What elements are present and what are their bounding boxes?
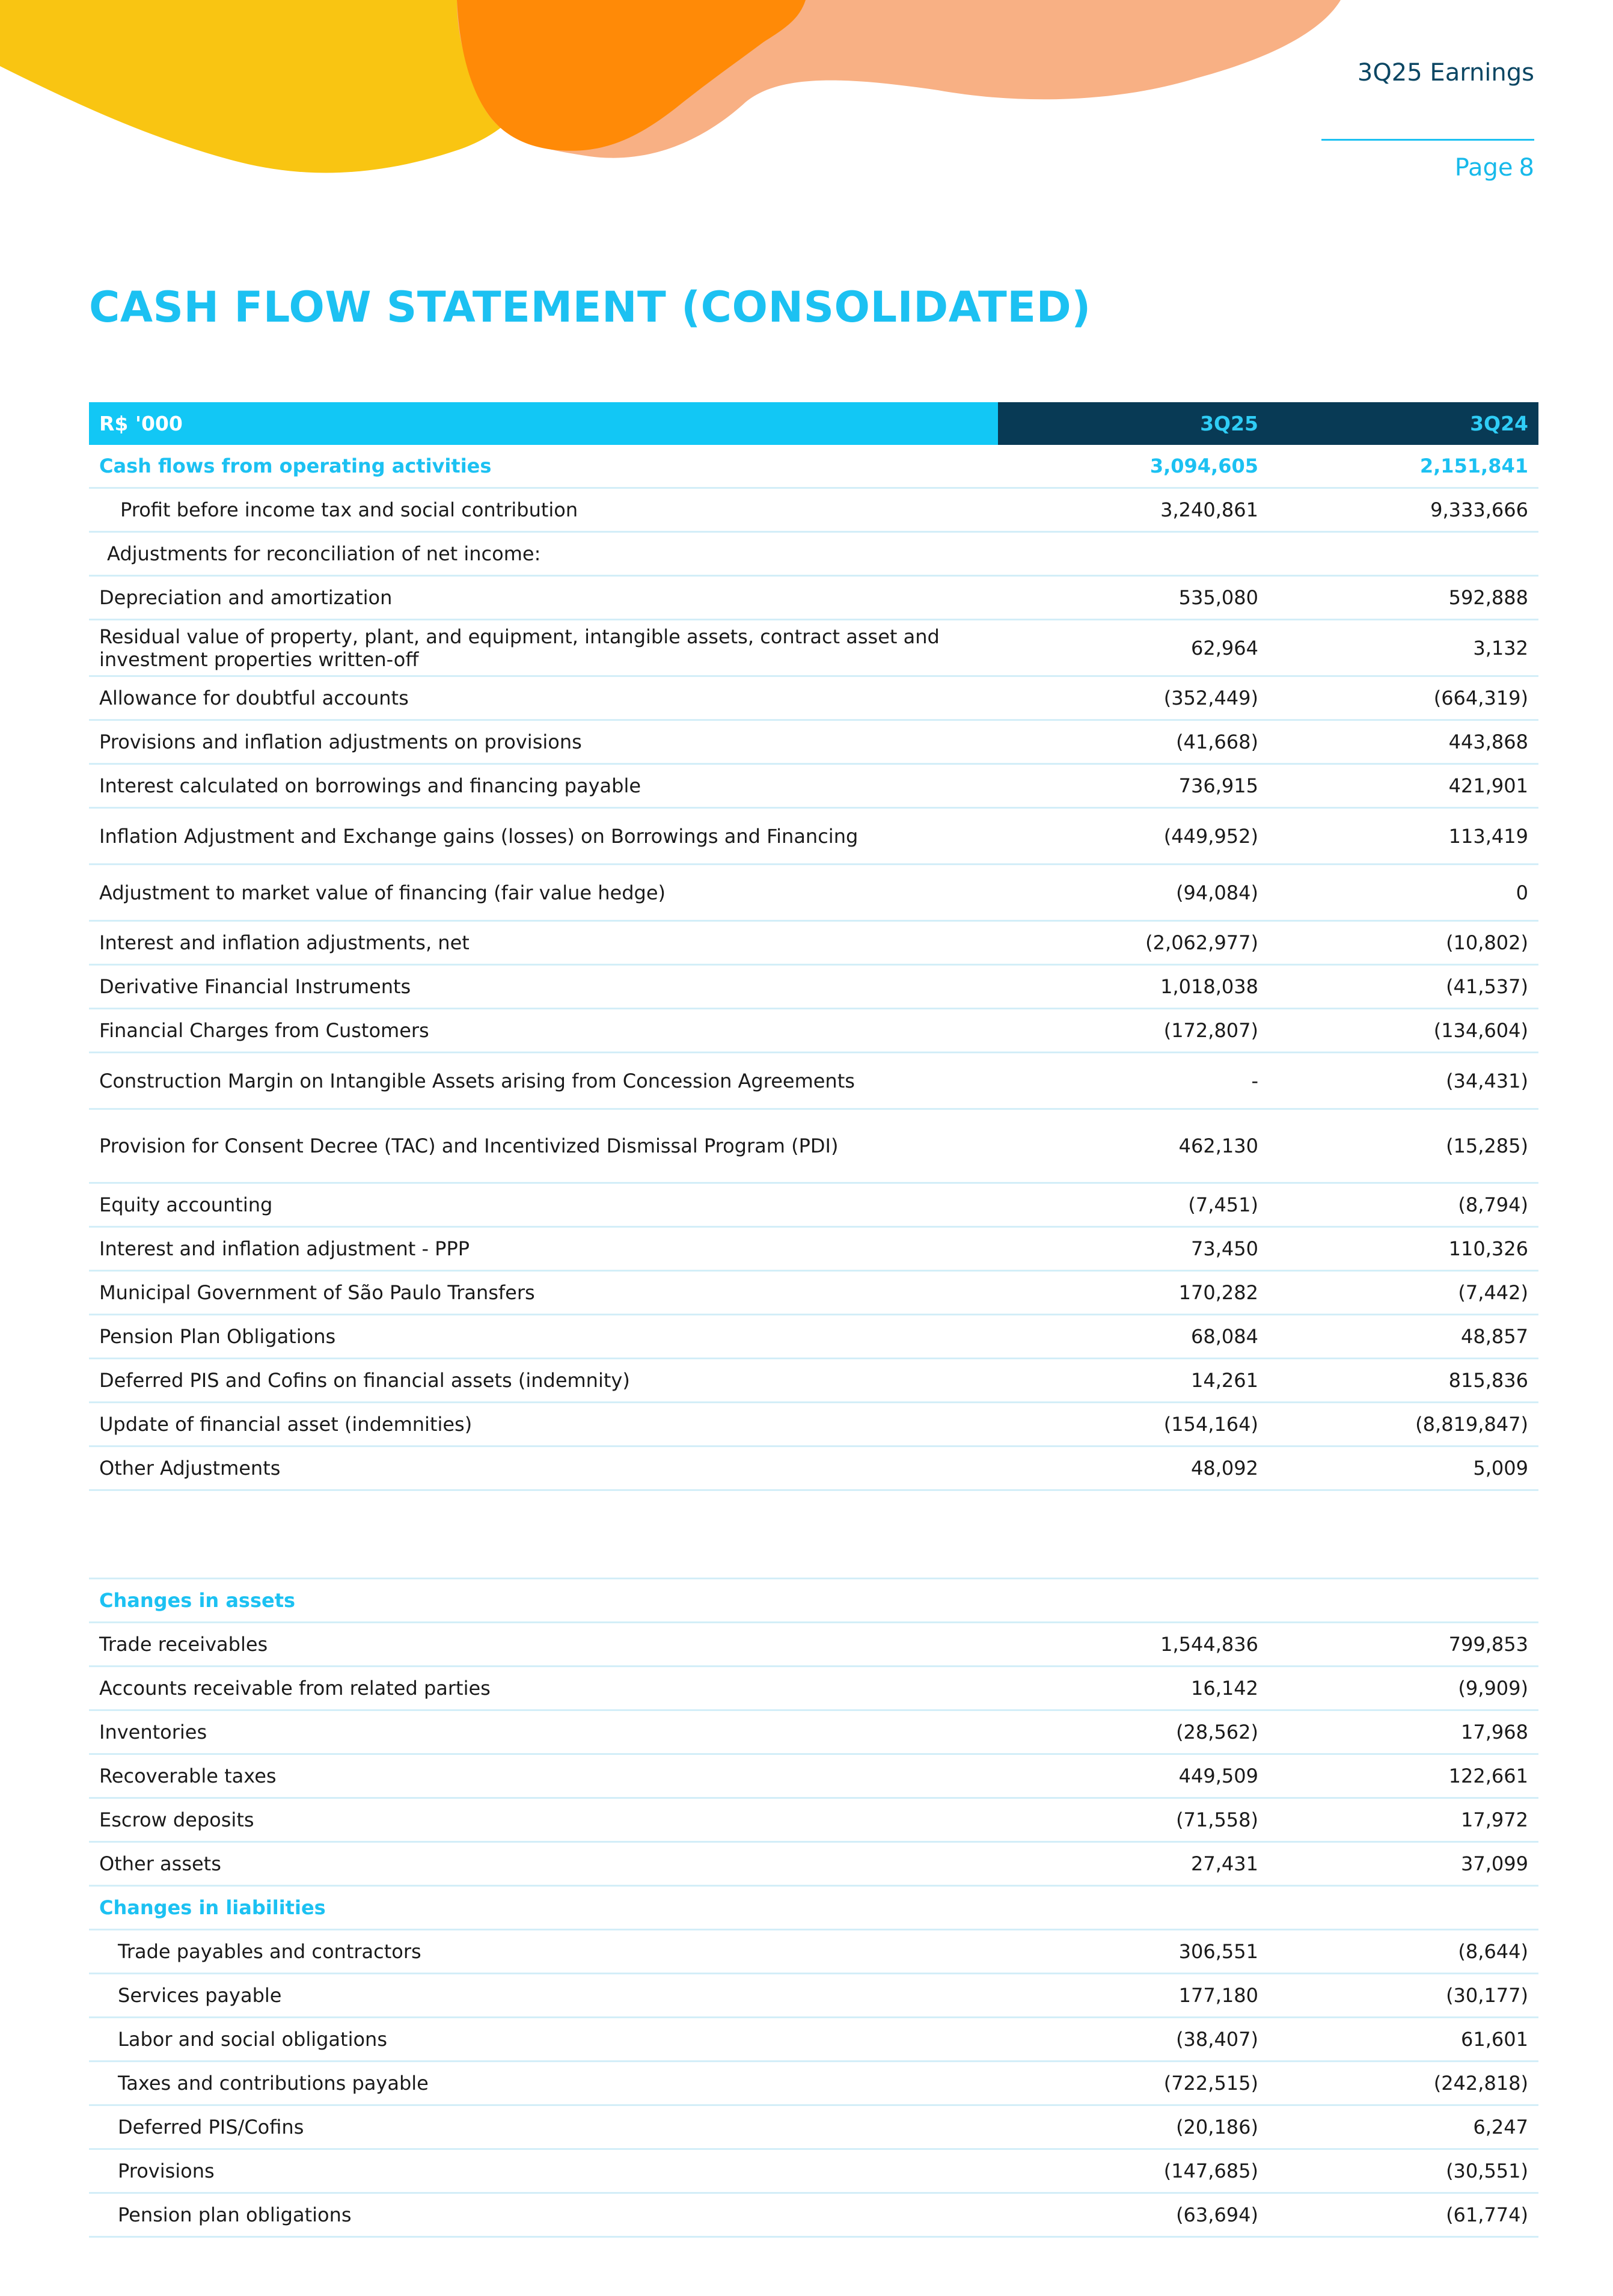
row-value-3q24: 9,333,666 xyxy=(1269,488,1538,532)
row-label: Provisions xyxy=(89,2149,998,2193)
row-value-3q25: - xyxy=(998,1053,1269,1109)
header-unit: R$ '000 xyxy=(89,402,998,445)
table-row xyxy=(89,1490,1538,1579)
row-value-3q25 xyxy=(998,532,1269,576)
row-value-3q25: (71,558) xyxy=(998,1798,1269,1842)
table-row xyxy=(89,1183,1538,1227)
row-value-3q25: (7,451) xyxy=(998,1183,1269,1227)
table-row xyxy=(89,808,1538,865)
row-label: Derivative Financial Instruments xyxy=(89,965,998,1009)
row-value-3q25: (41,668) xyxy=(998,720,1269,764)
row-label: Accounts receivable from related parties xyxy=(89,1667,998,1710)
row-label: Trade payables and contractors xyxy=(89,1930,998,1974)
page-number: 8 xyxy=(1519,154,1534,182)
row-label: Changes in liabilities xyxy=(89,1886,998,1930)
row-label: Construction Margin on Intangible Assets arising from Concession Agreements xyxy=(89,1053,998,1109)
table-row xyxy=(89,1667,1538,1710)
row-label: Profit before income tax and social contribution xyxy=(89,488,998,532)
table-row xyxy=(89,2105,1538,2149)
row-value-3q24: 37,099 xyxy=(1269,1842,1538,1886)
table-row xyxy=(89,965,1538,1009)
page-title: CASH FLOW STATEMENT (CONSOLIDATED) xyxy=(89,283,1091,332)
row-value-3q25: 462,130 xyxy=(998,1109,1269,1183)
row-value-3q24: 592,888 xyxy=(1269,576,1538,620)
row-label: Changes in assets xyxy=(89,1579,998,1623)
row-label: Adjustment to market value of financing (fair value hedge) xyxy=(89,865,998,921)
row-label: Inflation Adjustment and Exchange gains (losses) on Borrowings and Financing xyxy=(89,808,998,865)
section-row xyxy=(89,1579,1538,1623)
table-row xyxy=(89,1930,1538,1974)
row-value-3q24: 815,836 xyxy=(1269,1359,1538,1403)
row-value-3q24: (8,794) xyxy=(1269,1183,1538,1227)
row-value-3q25: 3,240,861 xyxy=(998,488,1269,532)
row-value-3q24: 0 xyxy=(1269,865,1538,921)
row-value-3q24 xyxy=(1269,1579,1538,1623)
table-row xyxy=(89,764,1538,808)
row-label: Other Adjustments xyxy=(89,1446,998,1490)
row-value-3q24: 48,857 xyxy=(1269,1315,1538,1359)
table-row xyxy=(89,1109,1538,1183)
row-value-3q24: (10,802) xyxy=(1269,921,1538,965)
row-value-3q25: 16,142 xyxy=(998,1667,1269,1710)
table-row xyxy=(89,1710,1538,1754)
row-value-3q24 xyxy=(1269,532,1538,576)
table-body xyxy=(89,445,1538,2237)
table-row xyxy=(89,576,1538,620)
row-label: Update of financial asset (indemnities) xyxy=(89,1403,998,1446)
row-label: Interest and inflation adjustment - PPP xyxy=(89,1227,998,1271)
table-row xyxy=(89,1798,1538,1842)
row-value-3q24: (242,818) xyxy=(1269,2062,1538,2105)
row-value-3q24: 3,132 xyxy=(1269,620,1538,676)
table-row xyxy=(89,1403,1538,1446)
row-label: Residual value of property, plant, and equipment, intangible assets, contract asset and investment properties written-off xyxy=(89,620,998,676)
row-label: Adjustments for reconciliation of net income: xyxy=(89,532,998,576)
row-value-3q24: (664,319) xyxy=(1269,676,1538,720)
table-row xyxy=(89,2149,1538,2193)
row-value-3q25: 48,092 xyxy=(998,1446,1269,1490)
row-label: Deferred PIS/Cofins xyxy=(89,2105,998,2149)
row-value-3q25: (172,807) xyxy=(998,1009,1269,1053)
row-value-3q24: 2,151,841 xyxy=(1269,445,1538,488)
row-value-3q24: (34,431) xyxy=(1269,1053,1538,1109)
row-value-3q24: (8,644) xyxy=(1269,1930,1538,1974)
row-value-3q25: 27,431 xyxy=(998,1842,1269,1886)
row-label: Pension plan obligations xyxy=(89,2193,998,2237)
table-row xyxy=(89,720,1538,764)
row-label: Depreciation and amortization xyxy=(89,576,998,620)
table-row xyxy=(89,488,1538,532)
row-value-3q24: 5,009 xyxy=(1269,1446,1538,1490)
row-label: Inventories xyxy=(89,1710,998,1754)
row-label: Escrow deposits xyxy=(89,1798,998,1842)
row-label: Cash flows from operating activities xyxy=(89,445,998,488)
row-value-3q25: (20,186) xyxy=(998,2105,1269,2149)
row-value-3q25: 177,180 xyxy=(998,1974,1269,2018)
row-value-3q24: 113,419 xyxy=(1269,808,1538,865)
row-value-3q25: 14,261 xyxy=(998,1359,1269,1403)
table-row xyxy=(89,865,1538,921)
row-value-3q25: (2,062,977) xyxy=(998,921,1269,965)
table-row xyxy=(89,2193,1538,2237)
row-label: Interest calculated on borrowings and financing payable xyxy=(89,764,998,808)
header-decoration xyxy=(0,0,1613,180)
row-value-3q24: (8,819,847) xyxy=(1269,1403,1538,1446)
table-row xyxy=(89,532,1538,576)
row-value-3q25: (38,407) xyxy=(998,2018,1269,2062)
row-value-3q24: (134,604) xyxy=(1269,1009,1538,1053)
row-value-3q25: 306,551 xyxy=(998,1930,1269,1974)
row-value-3q24: 17,968 xyxy=(1269,1710,1538,1754)
table-row xyxy=(89,1754,1538,1798)
table-row xyxy=(89,1623,1538,1667)
row-value-3q25: 736,915 xyxy=(998,764,1269,808)
doc-title: 3Q25 Earnings xyxy=(1357,59,1534,87)
row-value-3q25: 170,282 xyxy=(998,1271,1269,1315)
row-value-3q25: (154,164) xyxy=(998,1403,1269,1446)
row-label: Labor and social obligations xyxy=(89,2018,998,2062)
row-value-3q24: 122,661 xyxy=(1269,1754,1538,1798)
row-value-3q25: 73,450 xyxy=(998,1227,1269,1271)
table-row xyxy=(89,2018,1538,2062)
table-row xyxy=(89,1009,1538,1053)
row-value-3q25 xyxy=(998,1579,1269,1623)
row-value-3q25 xyxy=(998,1886,1269,1930)
row-value-3q25: (147,685) xyxy=(998,2149,1269,2193)
table-row xyxy=(89,1315,1538,1359)
row-value-3q24: 799,853 xyxy=(1269,1623,1538,1667)
row-value-3q25 xyxy=(998,1490,1269,1579)
row-value-3q25: (449,952) xyxy=(998,808,1269,865)
row-value-3q25: 3,094,605 xyxy=(998,445,1269,488)
row-value-3q24: 61,601 xyxy=(1269,2018,1538,2062)
row-value-3q25: (63,694) xyxy=(998,2193,1269,2237)
row-label xyxy=(89,1490,998,1579)
row-label: Interest and inflation adjustments, net xyxy=(89,921,998,965)
row-label: Services payable xyxy=(89,1974,998,2018)
row-value-3q24: (41,537) xyxy=(1269,965,1538,1009)
row-value-3q24: 443,868 xyxy=(1269,720,1538,764)
header-3q24: 3Q24 xyxy=(1269,402,1538,445)
row-label: Deferred PIS and Cofins on financial assets (indemnity) xyxy=(89,1359,998,1403)
row-label: Taxes and contributions payable xyxy=(89,2062,998,2105)
row-label: Provision for Consent Decree (TAC) and Incentivized Dismissal Program (PDI) xyxy=(89,1109,998,1183)
row-label: Municipal Government of São Paulo Transfers xyxy=(89,1271,998,1315)
row-label: Other assets xyxy=(89,1842,998,1886)
table-row xyxy=(89,1053,1538,1109)
table-row xyxy=(89,676,1538,720)
row-label: Trade receivables xyxy=(89,1623,998,1667)
section-row xyxy=(89,445,1538,488)
row-label: Recoverable taxes xyxy=(89,1754,998,1798)
table-row xyxy=(89,921,1538,965)
row-label: Equity accounting xyxy=(89,1183,998,1227)
row-label: Provisions and inflation adjustments on provisions xyxy=(89,720,998,764)
header-divider xyxy=(1321,139,1534,141)
row-value-3q24: 421,901 xyxy=(1269,764,1538,808)
table-row xyxy=(89,1359,1538,1403)
row-value-3q24: 110,326 xyxy=(1269,1227,1538,1271)
row-value-3q24: (9,909) xyxy=(1269,1667,1538,1710)
row-value-3q24: 6,247 xyxy=(1269,2105,1538,2149)
row-value-3q25: 1,544,836 xyxy=(998,1623,1269,1667)
row-value-3q24 xyxy=(1269,1886,1538,1930)
table-row xyxy=(89,2062,1538,2105)
row-value-3q24: (30,551) xyxy=(1269,2149,1538,2193)
row-label: Financial Charges from Customers xyxy=(89,1009,998,1053)
row-value-3q24 xyxy=(1269,1490,1538,1579)
row-value-3q25: 535,080 xyxy=(998,576,1269,620)
header-3q25: 3Q25 xyxy=(998,402,1269,445)
row-value-3q24: (15,285) xyxy=(1269,1109,1538,1183)
row-label: Pension Plan Obligations xyxy=(89,1315,998,1359)
table-row xyxy=(89,1227,1538,1271)
row-value-3q25: 449,509 xyxy=(998,1754,1269,1798)
row-value-3q25: (94,084) xyxy=(998,865,1269,921)
row-label: Allowance for doubtful accounts xyxy=(89,676,998,720)
table-row xyxy=(89,1842,1538,1886)
section-row xyxy=(89,1886,1538,1930)
row-value-3q25: 62,964 xyxy=(998,620,1269,676)
table-row xyxy=(89,1271,1538,1315)
page-indicator xyxy=(1455,154,1534,182)
table-row xyxy=(89,1446,1538,1490)
row-value-3q24: (30,177) xyxy=(1269,1974,1538,2018)
page-label: Page xyxy=(1454,154,1513,182)
row-value-3q25: (28,562) xyxy=(998,1710,1269,1754)
row-value-3q25: 1,018,038 xyxy=(998,965,1269,1009)
row-value-3q25: (352,449) xyxy=(998,676,1269,720)
row-value-3q24: (61,774) xyxy=(1269,2193,1538,2237)
cash-flow-table xyxy=(89,402,1538,2238)
row-value-3q25: 68,084 xyxy=(998,1315,1269,1359)
row-value-3q24: (7,442) xyxy=(1269,1271,1538,1315)
table-row xyxy=(89,1974,1538,2018)
row-value-3q24: 17,972 xyxy=(1269,1798,1538,1842)
table-header-row xyxy=(89,402,1538,445)
table-row xyxy=(89,620,1538,676)
row-value-3q25: (722,515) xyxy=(998,2062,1269,2105)
